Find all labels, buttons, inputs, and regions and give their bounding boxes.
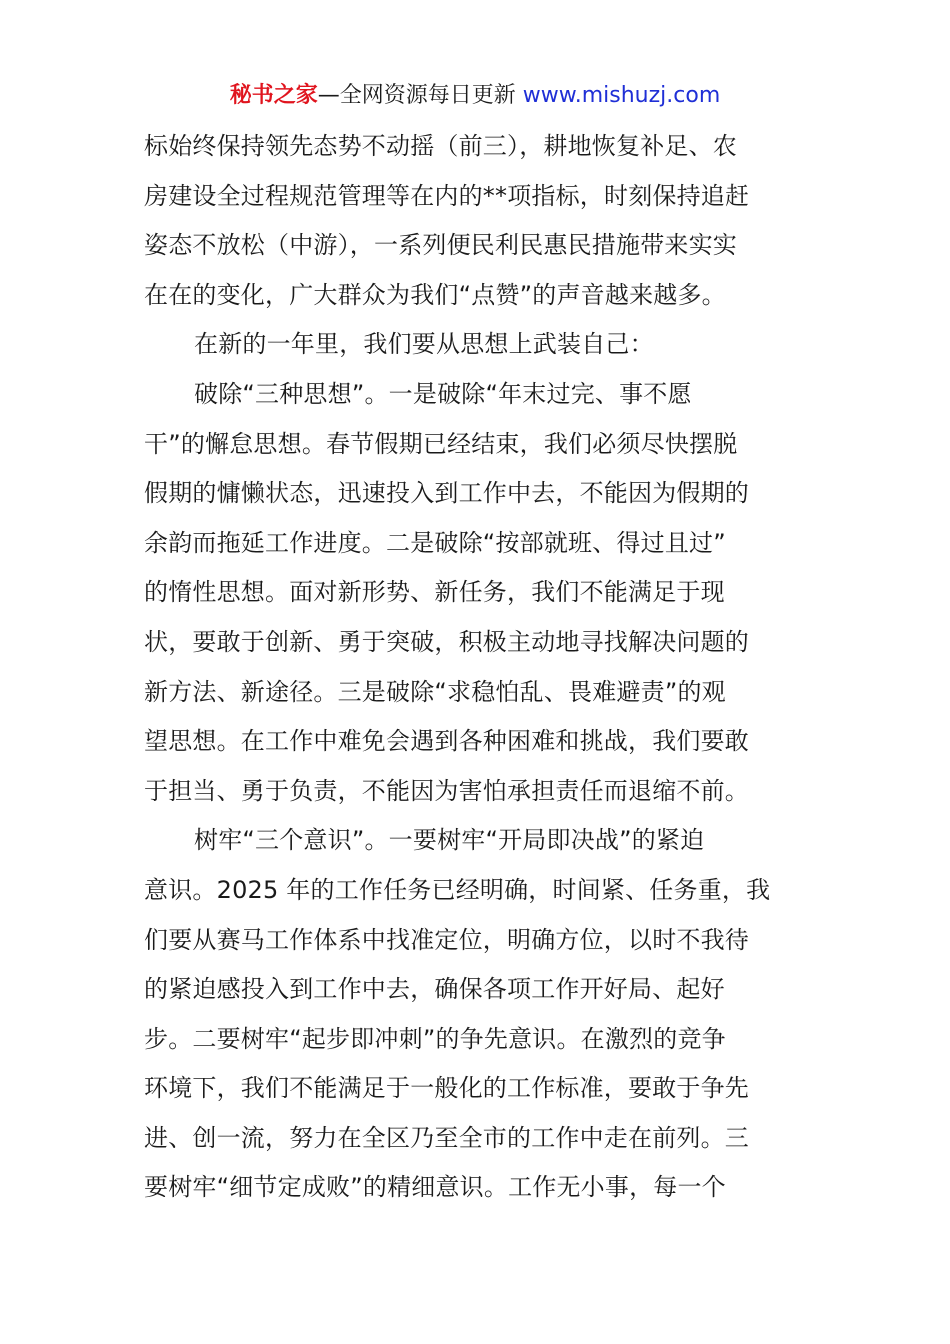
text-line: 们要从赛马工作体系中找准定位，明确方位，以时不我待: [144, 925, 749, 954]
text-line: 干”的懈怠思想。春节假期已经结束，我们必须尽快摆脱: [144, 429, 738, 458]
text-line: 于担当、勇于负责，不能因为害怕承担责任而退缩不前。: [144, 776, 749, 805]
text-line: 要树牢“细节定成败”的精细意识。工作无小事，每一个: [144, 1173, 726, 1202]
text-line: 标始终保持领先态势不动摇（前三），耕地恢复补足、农: [144, 132, 737, 160]
text-line: 在在的变化，广大群众为我们“点赞”的声音越来越多。: [144, 280, 726, 309]
text-line: 环境下，我们不能满足于一般化的工作标准，要敢于争先: [144, 1074, 749, 1103]
paragraph-start-line: 树牢“三个意识”。一要树牢“开局即决战”的紧迫: [194, 826, 705, 855]
paragraph-start-line: 在新的一年里，我们要从思想上武装自己：: [194, 330, 654, 359]
text-line: 姿态不放松（中游），一系列便民利民惠民措施带来实实: [144, 231, 737, 260]
site-slogan: —全网资源每日更新: [317, 83, 523, 108]
text-line: 的紧迫感投入到工作中去，确保各项工作开好局、起好: [144, 975, 725, 1004]
text-line: 进、创一流，努力在全区乃至全市的工作中走在前列。三: [144, 1123, 749, 1152]
text-line: 意识。2025 年的工作任务已经明确，时间紧、任务重，我: [144, 875, 771, 904]
text-line: 房建设全过程规范管理等在内的**项指标，时刻保持追赶: [144, 181, 750, 210]
text-line: 新方法、新途径。三是破除“求稳怕乱、畏难避责”的观: [144, 677, 726, 706]
text-line: 的惰性思想。面对新形势、新任务，我们不能满足于现: [144, 578, 725, 607]
text-line: 望思想。在工作中难免会遇到各种困难和挑战，我们要敢: [144, 727, 749, 756]
paragraph-start-line: 破除“三种思想”。一是破除“年末过完、事不愿: [194, 379, 692, 408]
text-line: 状，要敢于创新、勇于突破，积极主动地寻找解决问题的: [144, 627, 749, 656]
site-url-link[interactable]: www.mishuzj.com: [522, 83, 721, 108]
text-line: 余韵而拖延工作进度。二是破除“按部就班、得过且过”: [144, 528, 726, 557]
document-body: [144, 122, 808, 1213]
site-header: [0, 80, 950, 112]
text-line: 假期的慵懒状态，迅速投入到工作中去，不能因为假期的: [144, 479, 749, 508]
text-line: 步。二要树牢“起步即冲刺”的争先意识。在激烈的竞争: [144, 1024, 726, 1053]
site-brand: 秘书之家: [229, 83, 318, 108]
